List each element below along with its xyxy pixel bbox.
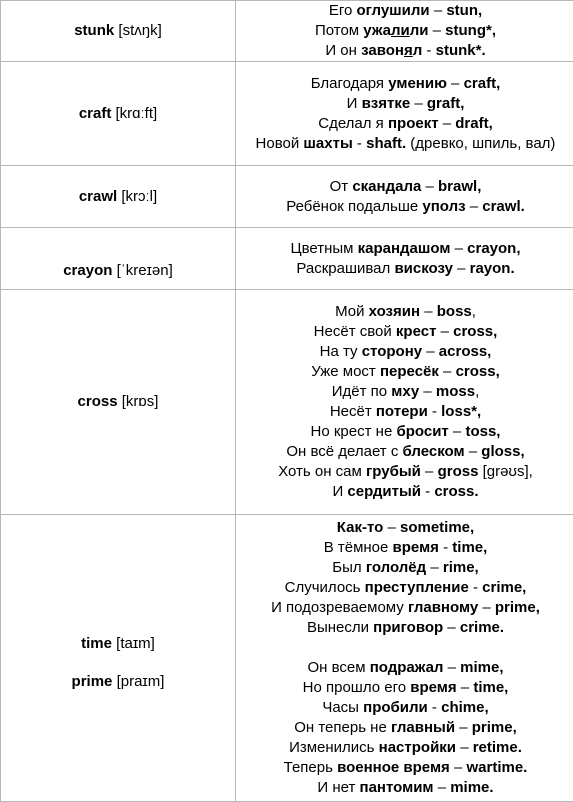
line-text: – bbox=[466, 198, 483, 215]
line-text: Хоть он сам bbox=[278, 463, 366, 480]
poem-cell bbox=[236, 166, 573, 228]
line-text: – bbox=[434, 779, 451, 796]
line-text: – bbox=[453, 260, 470, 277]
transcription: [taɪm] bbox=[116, 635, 155, 652]
poem-line bbox=[236, 758, 573, 778]
bold-word: draft, bbox=[455, 115, 493, 132]
poem-line bbox=[236, 197, 573, 217]
bold-word: chime, bbox=[441, 699, 489, 716]
bold-word: главному bbox=[408, 599, 478, 616]
bold-word: ужа bbox=[363, 22, 391, 39]
poem-line bbox=[236, 738, 573, 758]
bold-word: главный bbox=[391, 719, 455, 736]
bold-word: карандашом bbox=[358, 240, 451, 257]
line-text: – bbox=[436, 323, 453, 340]
line-text: Вынесли bbox=[307, 619, 373, 636]
line-text: Несёт свой bbox=[314, 323, 396, 340]
poem-line bbox=[236, 638, 573, 658]
line-text: – bbox=[430, 2, 447, 19]
headword bbox=[1, 104, 235, 124]
table-row bbox=[1, 290, 573, 515]
line-text: – bbox=[420, 303, 437, 320]
line-text: – bbox=[449, 423, 466, 440]
line-text: От bbox=[330, 178, 353, 195]
line-text: Теперь bbox=[284, 759, 337, 776]
line-text: - bbox=[421, 483, 434, 500]
poem-line bbox=[236, 21, 573, 41]
poem-cell bbox=[236, 62, 573, 166]
bold-word: грубый bbox=[366, 463, 421, 480]
line-text: – bbox=[383, 519, 400, 536]
line-text: (древко, шпиль, вал) bbox=[406, 135, 555, 152]
line-text: - bbox=[428, 403, 441, 420]
line-text: – bbox=[456, 739, 473, 756]
bold-word: Как-то bbox=[337, 519, 384, 536]
headword bbox=[1, 672, 235, 692]
bold-word: потери bbox=[376, 403, 428, 420]
bold-word: вискозу bbox=[394, 260, 452, 277]
poem-line bbox=[236, 134, 573, 154]
table-row bbox=[1, 166, 573, 228]
bold-word: gloss, bbox=[481, 443, 524, 460]
transcription: [praɪm] bbox=[117, 673, 165, 690]
line-text: И подозреваемому bbox=[271, 599, 408, 616]
bold-word: rayon. bbox=[470, 260, 515, 277]
headword bbox=[1, 21, 235, 41]
bold-word: гололёд bbox=[366, 559, 426, 576]
line-text: – bbox=[443, 659, 460, 676]
poem-line bbox=[236, 442, 573, 462]
bold-word: cross, bbox=[453, 323, 497, 340]
poem-lines bbox=[236, 74, 573, 154]
bold-word: rime, bbox=[443, 559, 479, 576]
line-text: Случилось bbox=[285, 579, 365, 596]
poem-line bbox=[236, 177, 573, 197]
bold-word: военное время bbox=[337, 759, 450, 776]
bold-word: взятке bbox=[362, 95, 411, 112]
headword-text: prime bbox=[72, 673, 113, 690]
bold-word: пробили bbox=[363, 699, 428, 716]
bold-word: brawl, bbox=[438, 178, 481, 195]
poem-line bbox=[236, 239, 573, 259]
bold-word: cross, bbox=[456, 363, 500, 380]
line-text: И bbox=[347, 95, 362, 112]
poem-line bbox=[236, 678, 573, 698]
bold-word: sometime, bbox=[400, 519, 474, 536]
bold-word: moss bbox=[436, 383, 475, 400]
headword-text: stunk bbox=[74, 22, 114, 39]
line-text: – bbox=[419, 383, 436, 400]
poem-line bbox=[236, 41, 573, 61]
bold-word: stunk*. bbox=[436, 42, 486, 59]
poem-lines bbox=[236, 302, 573, 502]
headword-cell bbox=[1, 166, 236, 228]
bold-word: завон bbox=[361, 42, 404, 59]
bold-word: время bbox=[410, 679, 456, 696]
line-text: , bbox=[472, 303, 476, 320]
line-text: – bbox=[443, 619, 460, 636]
bold-word: л bbox=[413, 42, 423, 59]
line-text: - bbox=[469, 579, 482, 596]
poem-line bbox=[236, 718, 573, 738]
line-text: – bbox=[422, 343, 439, 360]
line-text: – bbox=[439, 115, 456, 132]
line-text: В тёмное bbox=[324, 539, 393, 556]
poem-line bbox=[236, 114, 573, 134]
bold-word: time, bbox=[452, 539, 487, 556]
bold-word: оглушили bbox=[356, 2, 429, 19]
bold-word: бросит bbox=[396, 423, 448, 440]
bold-word: crime. bbox=[460, 619, 504, 636]
bold-word: prime, bbox=[495, 599, 540, 616]
bold-word: wartime. bbox=[466, 759, 527, 776]
bold-word: уполз bbox=[422, 198, 465, 215]
bold-word: хозяин bbox=[369, 303, 420, 320]
poem-line bbox=[236, 538, 573, 558]
table-row bbox=[1, 228, 573, 290]
line-text: Он теперь не bbox=[294, 719, 391, 736]
poem-cell bbox=[236, 515, 573, 802]
line-text: Был bbox=[332, 559, 366, 576]
line-text: Его bbox=[329, 2, 357, 19]
headword bbox=[1, 634, 235, 654]
table-row bbox=[1, 62, 573, 166]
bold-word: блеском bbox=[403, 443, 465, 460]
poem-cell bbox=[236, 290, 573, 515]
bold-word: mime, bbox=[460, 659, 503, 676]
line-text: Он всем bbox=[307, 659, 369, 676]
line-text: – bbox=[410, 95, 427, 112]
poem-line bbox=[236, 74, 573, 94]
bold-word: stung*, bbox=[445, 22, 496, 39]
headword-text: cross bbox=[78, 393, 118, 410]
line-text: - bbox=[353, 135, 366, 152]
poem-line bbox=[236, 259, 573, 279]
bold-word: приговор bbox=[373, 619, 443, 636]
bold-word: stun, bbox=[446, 2, 482, 19]
line-text: Идёт по bbox=[332, 383, 392, 400]
poem-cell bbox=[236, 1, 573, 62]
line-text: Ребёнок подальше bbox=[286, 198, 422, 215]
line-text: – bbox=[457, 679, 474, 696]
line-text: – bbox=[421, 178, 438, 195]
line-text: И нет bbox=[317, 779, 359, 796]
poem-cell bbox=[236, 228, 573, 290]
line-text: Он всё делает с bbox=[286, 443, 402, 460]
bold-word: graft, bbox=[427, 95, 465, 112]
line-text: Но крест не bbox=[311, 423, 397, 440]
line-text: Новой bbox=[256, 135, 304, 152]
bold-word: настройки bbox=[379, 739, 456, 756]
line-text: Изменились bbox=[289, 739, 379, 756]
poem-line bbox=[236, 598, 573, 618]
line-text: - bbox=[428, 699, 441, 716]
headword bbox=[1, 392, 235, 412]
line-text: – bbox=[439, 363, 456, 380]
bold-word: скандала bbox=[352, 178, 421, 195]
line-text: – bbox=[421, 463, 438, 480]
bold-word: сторону bbox=[362, 343, 422, 360]
transcription: [krɔːl] bbox=[121, 188, 157, 205]
line-text: – bbox=[450, 759, 467, 776]
bold-word: crayon, bbox=[467, 240, 520, 257]
line-text: – bbox=[447, 75, 464, 92]
bold-word: сердитый bbox=[347, 483, 421, 500]
poem-line bbox=[236, 362, 573, 382]
line-text: Раскрашивал bbox=[296, 260, 394, 277]
line-text: На ту bbox=[320, 343, 362, 360]
bold-word: loss*, bbox=[441, 403, 481, 420]
poem-line bbox=[236, 462, 573, 482]
line-text: Несёт bbox=[330, 403, 376, 420]
bold-word: crime, bbox=[482, 579, 526, 596]
bold-word: boss bbox=[437, 303, 472, 320]
bold-word: prime, bbox=[472, 719, 517, 736]
bold-word: across, bbox=[439, 343, 492, 360]
line-text: [ɡrəʊs], bbox=[478, 463, 532, 480]
bold-word: retime. bbox=[473, 739, 522, 756]
headword-cell bbox=[1, 228, 236, 290]
headword-cell bbox=[1, 515, 236, 802]
bold-word: shaft. bbox=[366, 135, 406, 152]
transcription: [krɒs] bbox=[122, 393, 159, 410]
poem-lines bbox=[236, 177, 573, 217]
line-text: – bbox=[428, 22, 445, 39]
bold-word: время bbox=[393, 539, 439, 556]
line-text: , bbox=[475, 383, 479, 400]
poem-line bbox=[236, 778, 573, 798]
headword-cell bbox=[1, 62, 236, 166]
table-row bbox=[1, 1, 573, 62]
headword-text: crawl bbox=[79, 188, 117, 205]
poem-line bbox=[236, 482, 573, 502]
poem-line bbox=[236, 94, 573, 114]
line-text: Благодаря bbox=[311, 75, 388, 92]
bold-word: шахты bbox=[303, 135, 352, 152]
transcription: [krɑːft] bbox=[116, 105, 158, 122]
headword bbox=[1, 187, 235, 207]
line-text: – bbox=[426, 559, 443, 576]
line-text: Уже мост bbox=[311, 363, 380, 380]
bold-word: я bbox=[404, 42, 413, 59]
line-text: – bbox=[450, 240, 467, 257]
line-text: Но прошло его bbox=[303, 679, 411, 696]
headword-cell bbox=[1, 1, 236, 62]
bold-word: пантомим bbox=[360, 779, 434, 796]
bold-word: крест bbox=[396, 323, 437, 340]
bold-word: gross bbox=[438, 463, 479, 480]
poem-lines bbox=[236, 1, 573, 61]
poem-line bbox=[236, 578, 573, 598]
bold-word: подражал bbox=[370, 659, 444, 676]
bold-word: преступление bbox=[365, 579, 469, 596]
bold-word: cross. bbox=[434, 483, 478, 500]
transcription: [stʌŋk] bbox=[118, 22, 161, 39]
line-text: - bbox=[422, 42, 435, 59]
bold-word: craft, bbox=[464, 75, 501, 92]
poem-line bbox=[236, 698, 573, 718]
poem-line bbox=[236, 558, 573, 578]
bold-word: toss, bbox=[465, 423, 500, 440]
poem-line bbox=[236, 302, 573, 322]
bold-word: пересёк bbox=[380, 363, 439, 380]
line-text: Сделал я bbox=[318, 115, 388, 132]
line-text: Цветным bbox=[290, 240, 357, 257]
bold-word: ли bbox=[410, 22, 429, 39]
poem-line bbox=[236, 658, 573, 678]
headword-text: time bbox=[81, 635, 112, 652]
headword bbox=[1, 261, 235, 281]
poem-line bbox=[236, 422, 573, 442]
line-text: Часы bbox=[322, 699, 363, 716]
transcription: [ˈkreɪən] bbox=[117, 262, 173, 279]
line-text: – bbox=[455, 719, 472, 736]
line-text: - bbox=[439, 539, 452, 556]
headword-text: craft bbox=[79, 105, 112, 122]
bold-word: time, bbox=[473, 679, 508, 696]
line-text: Мой bbox=[335, 303, 369, 320]
poem-lines bbox=[236, 518, 573, 798]
poem-line bbox=[236, 518, 573, 538]
poem-line bbox=[236, 382, 573, 402]
bold-word: crawl. bbox=[482, 198, 525, 215]
line-text: – bbox=[465, 443, 482, 460]
poem-line bbox=[236, 322, 573, 342]
headword-text: crayon bbox=[63, 262, 112, 279]
poem-line bbox=[236, 618, 573, 638]
poem-line bbox=[236, 402, 573, 422]
poem-line bbox=[236, 1, 573, 21]
bold-word: проект bbox=[388, 115, 439, 132]
line-text: Потом bbox=[315, 22, 363, 39]
bold-word: умению bbox=[388, 75, 447, 92]
bold-word: mime. bbox=[450, 779, 493, 796]
poem-line bbox=[236, 342, 573, 362]
headword-cell bbox=[1, 290, 236, 515]
line-text: – bbox=[478, 599, 495, 616]
poem-lines bbox=[236, 239, 573, 279]
table-row bbox=[1, 515, 573, 802]
bold-word: мху bbox=[391, 383, 419, 400]
line-text: И bbox=[332, 483, 347, 500]
bold-word: ли bbox=[391, 22, 410, 39]
line-text: И он bbox=[325, 42, 361, 59]
